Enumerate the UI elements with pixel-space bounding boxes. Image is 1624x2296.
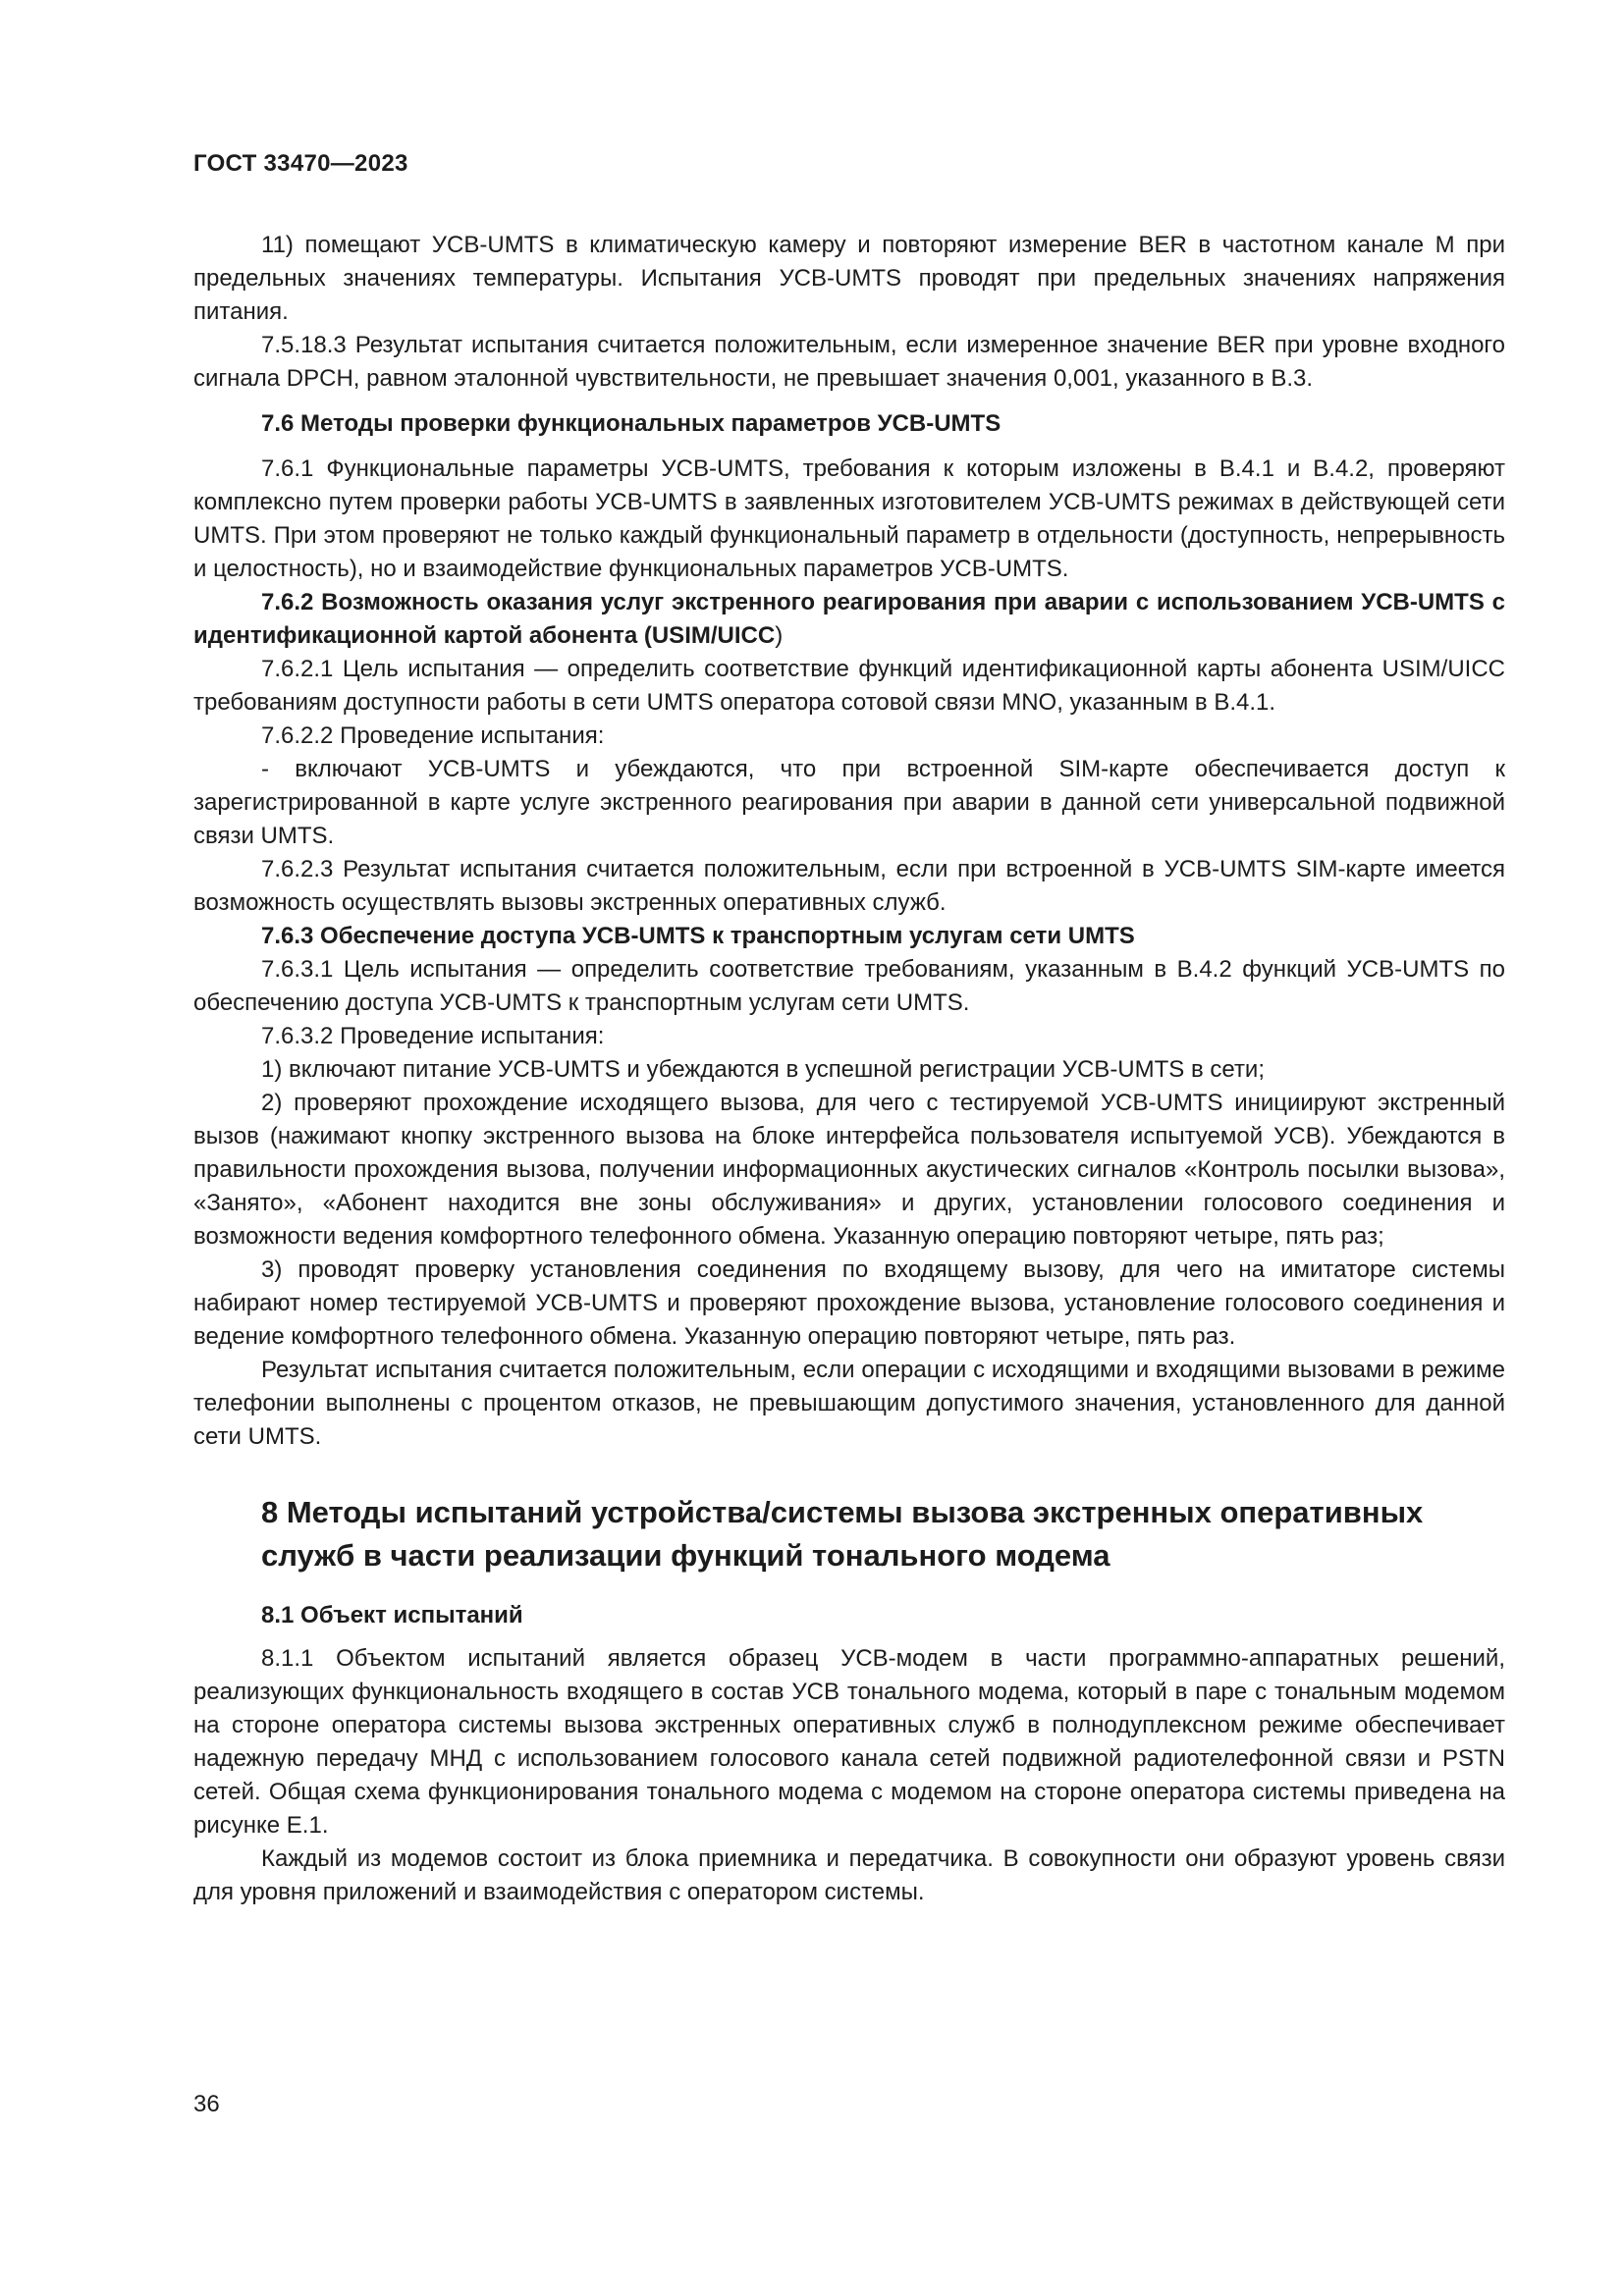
paragraph: 7.6.2.2 Проведение испытания: (261, 722, 605, 749)
paragraph: 7.6.2.1 Цель испытания — определить соответствие функций идентификационной карты абонента USIM/UICC требованиям доступности работы в сети UMTS оператора сотовой связи MNO, указанным в В.4.1. (193, 656, 1505, 716)
paragraph: 7.5.18.3 Результат испытания считается положительным, если измеренное значение BER при уровне входного сигнала DPCH, равном эталонной чувствительности, не превышает значения 0,001, указанного в В.3. (193, 332, 1505, 392)
page-number: 36 (193, 2091, 220, 2117)
list-item: 2) проверяют прохождение исходящего вызова, для чего с тестируемой УСВ-UMTS инициируют экстренный вызов (нажимают кнопку экстренного вызова на блоке интерфейса пользователя испытуемой УСВ). Убеждаются в правильности прохождения вызова, получении информационных акустических сигналов «Контроль посылки вызова», «Занято», «Абонент находится вне зоны обслуживания» и других, установлении голосового соединения и возможности ведения комфортного телефонного обмена. Указанную операцию повторяют четыре, пять раз; (193, 1090, 1505, 1250)
paragraph: Результат испытания считается положительным, если операции с исходящими и входящими вызовами в режиме телефонии выполнены с процентом отказов, не превышающим допустимого значения, установленного для данной сети UMTS. (193, 1357, 1505, 1450)
heading-close-paren: ) (775, 622, 784, 649)
subsection-heading-8-1: 8.1 Объект испытаний (261, 1602, 523, 1629)
heading-text: 7.6.2 Возможность оказания услуг экстренного реагирования при аварии с использованием УСВ-UMTS с идентификационной картой абонента (USIM/UICC (193, 589, 1505, 649)
list-item: 1) включают питание УСВ-UMTS и убеждаются в успешной регистрации УСВ-UMTS в сети; (261, 1056, 1266, 1083)
section-heading-8: 8 Методы испытаний устройства/системы вызова экстренных оперативных служб в части реализации функций тонального модема (261, 1495, 1424, 1573)
list-item: 3) проводят проверку установления соединения по входящему вызову, для чего на имитаторе системы набирают номер тестируемой УСВ-UMTS и проверяют прохождение вызова, установление голосового соединения и ведение комфортного телефонного обмена. Указанную операцию повторяют четыре, пять раз. (193, 1256, 1505, 1350)
subsection-heading-7-6-2 (193, 586, 1505, 653)
paragraph: 7.6.1 Функциональные параметры УСВ-UMTS, требования к которым изложены в В.4.1 и В.4.2, проверяют комплексно путем проверки работы УСВ-UMTS в заявленных изготовителем УСВ-UMTS режимах в действующей сети UMTS. При этом проверяют не только каждый функциональный параметр в отдельности (доступность, непрерывность и целостность), но и взаимодействие функциональных параметров УСВ-UMTS. (193, 455, 1505, 582)
paragraph: 11) помещают УСВ-UMTS в климатическую камеру и повторяют измерение BER в частотном канале М при предельных значениях температуры. Испытания УСВ-UMTS проводят при предельных значениях напряжения питания. (193, 232, 1505, 325)
list-item: - включают УСВ-UMTS и убеждаются, что при встроенной SIM-карте обеспечивается доступ к зарегистрированной в карте услуге экстренного реагирования при аварии в данной сети универсальной подвижной связи UMTS. (193, 756, 1505, 849)
subsection-heading-7-6-3: 7.6.3 Обеспечение доступа УСВ-UMTS к транспортным услугам сети UMTS (261, 923, 1135, 949)
paragraph: 7.6.2.3 Результат испытания считается положительным, если при встроенной в УСВ-UMTS SIM-карте имеется возможность осуществлять вызовы экстренных оперативных служб. (193, 856, 1505, 916)
paragraph: 7.6.3.1 Цель испытания — определить соответствие требованиям, указанным в В.4.2 функций УСВ-UMTS по обеспечению доступа УСВ-UMTS к транспортным услугам сети UMTS. (193, 956, 1505, 1016)
paragraph: 8.1.1 Объектом испытаний является образец УСВ-модем в части программно-аппаратных решений, реализующих функциональность входящего в состав УСВ тонального модема, который в паре с тональным модемом на стороне оператора системы вызова экстренных оперативных служб в полнодуплексном режиме обеспечивает надежную передачу МНД с использованием голосового канала сетей подвижной радиотелефонной связи и PSTN сетей. Общая схема функционирования тонального модема с модемом на стороне оператора системы приведена на рисунке Е.1. (193, 1645, 1505, 1839)
document-header: ГОСТ 33470—2023 (193, 150, 408, 177)
subsection-heading-7-6: 7.6 Методы проверки функциональных параметров УСВ-UMTS (261, 410, 1001, 437)
page-body (193, 229, 1505, 1909)
paragraph: Каждый из модемов состоит из блока приемника и передатчика. В совокупности они образуют уровень связи для уровня приложений и взаимодействия с оператором системы. (193, 1845, 1505, 1905)
paragraph: 7.6.3.2 Проведение испытания: (261, 1023, 605, 1049)
